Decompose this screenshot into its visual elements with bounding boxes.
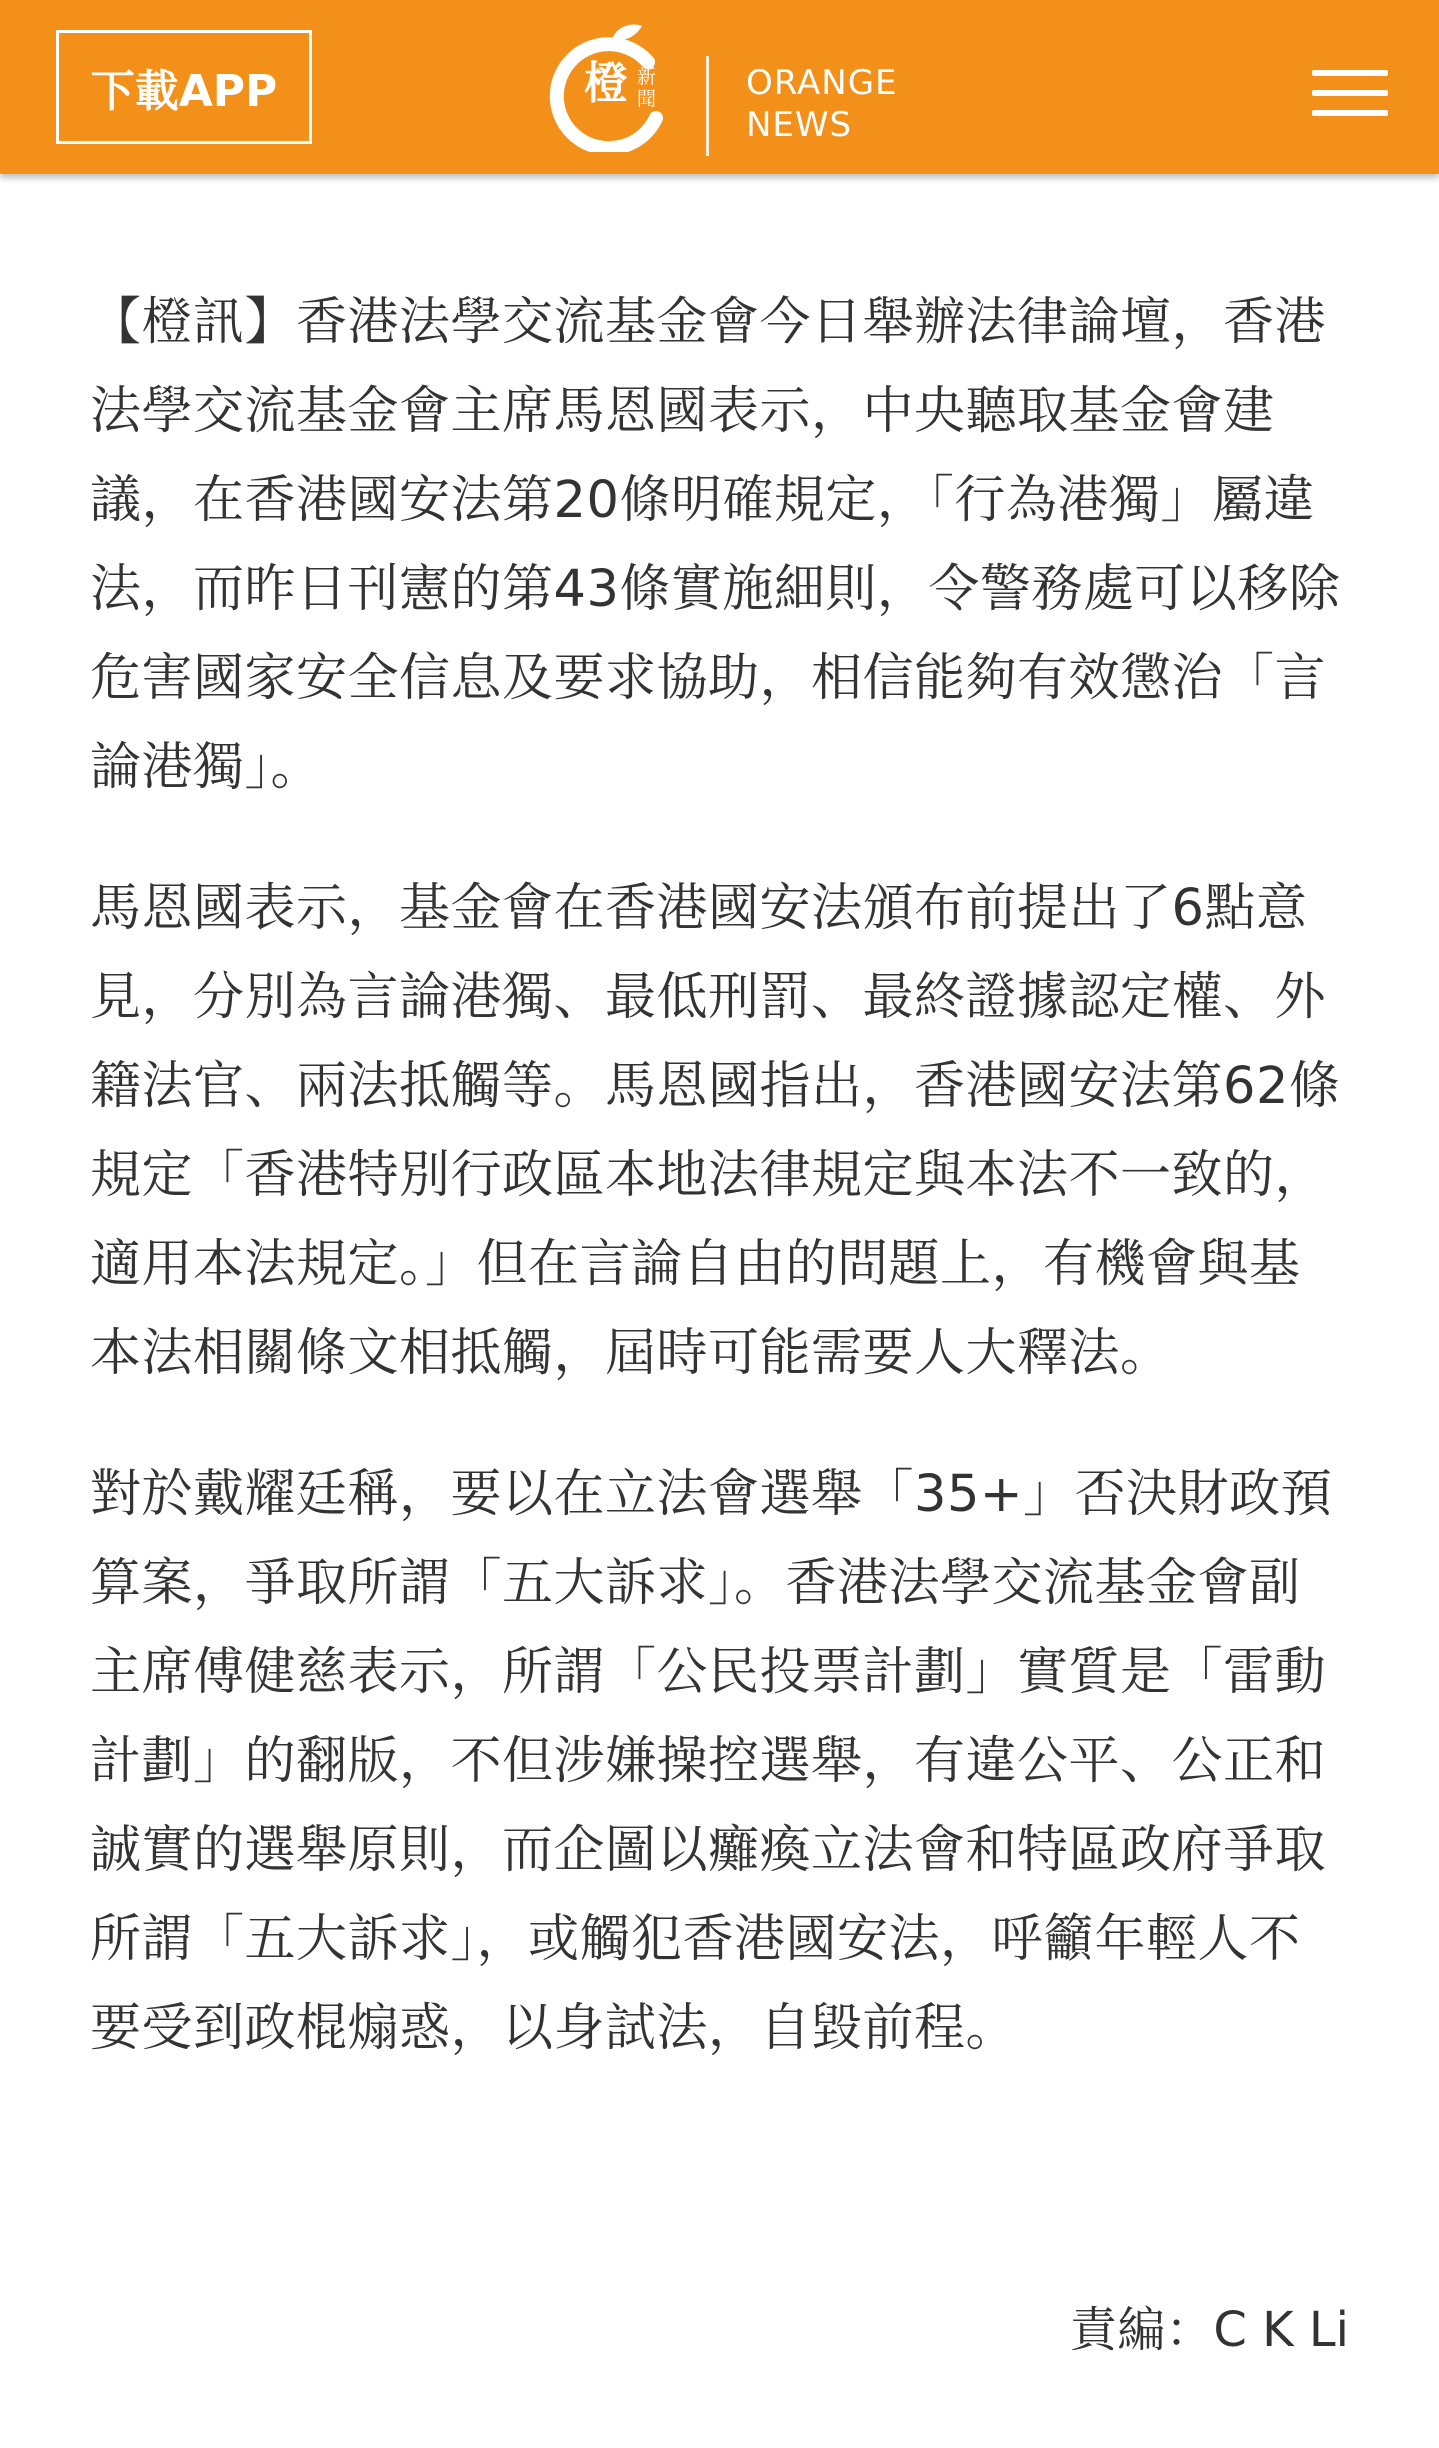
logo-small-text: 新聞 [637,66,657,110]
top-header [0,0,1439,174]
logo-wordmark-line1: ORANGE [746,63,898,103]
menu-bar-top [1312,70,1388,76]
download-app-button[interactable]: 下載APP [56,30,312,144]
logo-wordmark [746,62,898,146]
editor-credit: 責編：C K Li [1069,2302,1349,2358]
article-paragraph: 對於戴耀廷稱，要以在立法會選舉「35+」否決財政預算案，爭取所謂「五大訴求」。香港法學交流基金會副主席傅健慈表示，所謂「公民投票計劃」實質是「雷動計劃」的翻版，不但涉嫌操控選舉，有違公平、公正和誠實的選舉原則，而企圖以癱瘓立法會和特區政府爭取所謂「五大訴求」，或觸犯香港國安法，呼籲年輕人不要受到政棍煽惑，以身試法，自毀前程。 [90,1465,1333,2058]
logo-character: 橙 [584,58,628,109]
menu-bar-bottom [1312,110,1388,116]
article-body [90,278,1350,2125]
article-paragraph: 馬恩國表示，基金會在香港國安法頒布前提出了6點意見，分別為言論港獨、最低刑罰、最終證據認定權、外籍法官、兩法抵觸等。馬恩國指出，香港國安法第62條規定「香港特別行政區本地法律規定與本法不一致的，適用本法規定。」但在言論自由的問題上，有機會與基本法相關條文相抵觸，屆時可能需要人大釋法。 [90,879,1341,1383]
menu-bar-middle [1312,90,1388,96]
orange-news-logo[interactable] [546,22,906,152]
logo-wordmark-line2: NEWS [746,105,853,145]
article-paragraph: 【橙訊】香港法學交流基金會今日舉辦法律論壇，香港法學交流基金會主席馬恩國表示，中央聽取基金會建議，在香港國安法第20條明確規定，「行為港獨」屬違法，而昨日刊憲的第43條實施細則，令警務處可以移除危害國家安全信息及要求協助，相信能夠有效懲治「言論港獨」。 [90,293,1341,797]
hamburger-menu-icon[interactable] [1312,70,1388,116]
logo-divider [706,56,709,156]
